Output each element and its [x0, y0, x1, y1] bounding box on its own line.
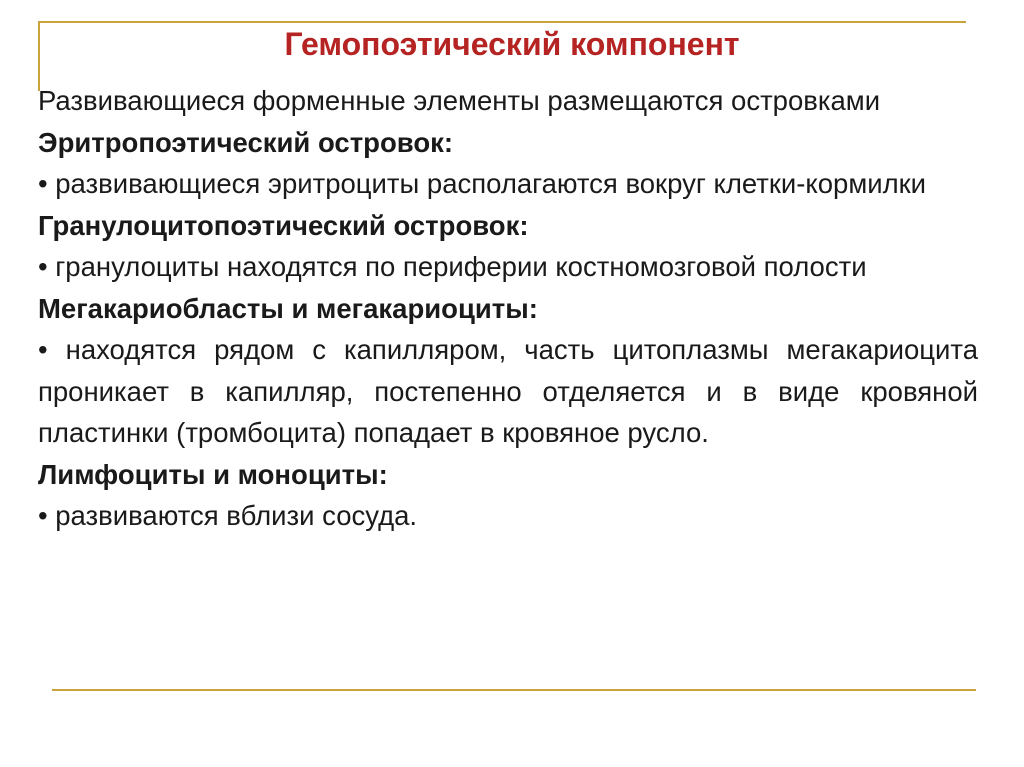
slide-title: Гемопоэтический компонент	[284, 26, 740, 62]
lymphocytes-bullet: • развиваются вблизи сосуда.	[38, 500, 418, 531]
intro-paragraph: Развивающиеся форменные элементы размещаются островками	[38, 85, 881, 116]
lymphocytes-heading: Лимфоциты и моноциты:	[38, 458, 388, 490]
slide-body	[38, 80, 978, 537]
erythropoietic-heading: Эритропоэтический островок:	[38, 126, 454, 158]
granulocytopoietic-bullet: • гранулоциты находятся по периферии костномозговой полости	[38, 251, 867, 282]
granulocytopoietic-heading: Гранулоцитопоэтический островок:	[38, 209, 529, 241]
erythropoietic-bullet: • развивающиеся эритроциты располагаются вокруг клетки-кормилки	[38, 168, 927, 199]
megakaryocyte-bullet: • находятся рядом с капилляром, часть цитоплазмы мегакариоцита проникает в капилляр, постепенно отделяется и в виде кровяной пластинки (тромбоцита) попадает в кровяное русло.	[38, 334, 978, 448]
megakaryocyte-heading: Мегакариобласты и мегакариоциты:	[38, 292, 538, 324]
frame-top-line	[38, 21, 966, 23]
frame-bottom-line	[52, 689, 976, 691]
